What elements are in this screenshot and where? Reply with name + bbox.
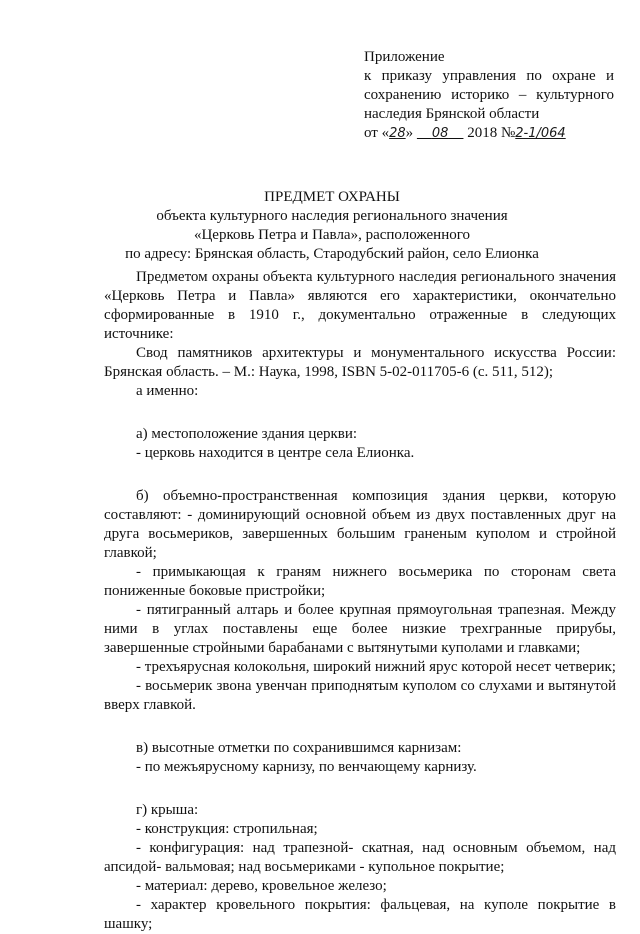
section-a-title: а) местоположение здания церкви: <box>136 426 358 442</box>
section-g-title: г) крыша: <box>136 802 199 818</box>
title-line-2: объекта культурного наследия регионального значения <box>156 208 508 224</box>
title-block <box>104 188 560 264</box>
source-paragraph: Свод памятников архитектуры и монументального искусства России: Брянская область. – М.: Наука, 1998, ISBN 5-02-011705-6 (с. 511, 512); <box>104 345 616 380</box>
namely-paragraph: а именно: <box>136 383 199 399</box>
date-month-handwritten: 08 <box>431 126 449 141</box>
section-b-item-4: - восьмерик звона увенчан приподнятым куполом со слухами и вытянутой вверх главкой. <box>104 678 616 713</box>
document-body <box>104 268 616 934</box>
section-g-item-2: - конфигурация: над трапезной- скатная, над основным объемом, над апсидой- вальмовая; над восьмериками - купольное покрытие; <box>104 840 616 875</box>
section-g-item-4: - характер кровельного покрытия: фальцевая, на куполе покрытие в шашку; <box>104 897 616 932</box>
date-mid: » <box>405 125 414 141</box>
date-day-handwritten: 28 <box>389 126 406 141</box>
title-line-4: по адресу: Брянская область, Стародубский район, село Елионка <box>125 246 539 262</box>
section-b-item-3: - трехъярусная колокольня, широкий нижний ярус которой несет четверик; <box>136 659 616 675</box>
intro-paragraph: Предметом охраны объекта культурного наследия регионального значения «Церковь Петра и Павла» являются его характеристики, окончательно сформированные в 1910 г., документально отраженные в следующих источнике: <box>104 269 616 342</box>
appendix-date-line <box>364 124 614 143</box>
section-b-item-1: - примыкающая к граням нижнего восьмерика по сторонам света пониженные боковые пристройки; <box>104 564 616 599</box>
date-prefix: от « <box>364 125 390 141</box>
title-line-3: «Церковь Петра и Павла», расположенного <box>193 227 471 243</box>
appendix-order-line: к приказу управления по охране и <box>364 68 614 84</box>
section-g-item-3: - материал: дерево, кровельное железо; <box>136 878 387 894</box>
date-month-underline <box>417 125 464 141</box>
appendix-region-line: наследия Брянской области <box>364 106 540 122</box>
date-year: 2018 № <box>467 125 516 141</box>
date-number-handwritten: 2-1/064 <box>515 126 566 141</box>
section-b-title: б) объемно-пространственная композиция здания церкви, которую составляют: - доминирующий основной объем из двух поставленных друг на друга восьмериков, завершенных большим граненым куполом и стройной главкой; <box>104 488 616 561</box>
section-g-item-1: - конструкция: стропильная; <box>136 821 318 837</box>
section-v-title: в) высотные отметки по сохранившимся карнизам: <box>136 740 462 756</box>
appendix-block <box>364 48 614 143</box>
appendix-label: Приложение <box>364 49 445 65</box>
page-title: ПРЕДМЕТ ОХРАНЫ <box>264 189 400 205</box>
section-v-item: - по межъярусному карнизу, по венчающему карнизу. <box>136 759 477 775</box>
section-a-item: - церковь находится в центре села Елионка. <box>136 445 415 461</box>
section-b-item-2: - пятигранный алтарь и более крупная прямоугольная трапезная. Между ними в углах поставлены еще более низкие трехгранные прирубы, завершенные стройными барабанами с вытянутыми куполами и главками; <box>104 602 616 656</box>
appendix-department-line: сохранению историко – культурного <box>364 87 614 103</box>
